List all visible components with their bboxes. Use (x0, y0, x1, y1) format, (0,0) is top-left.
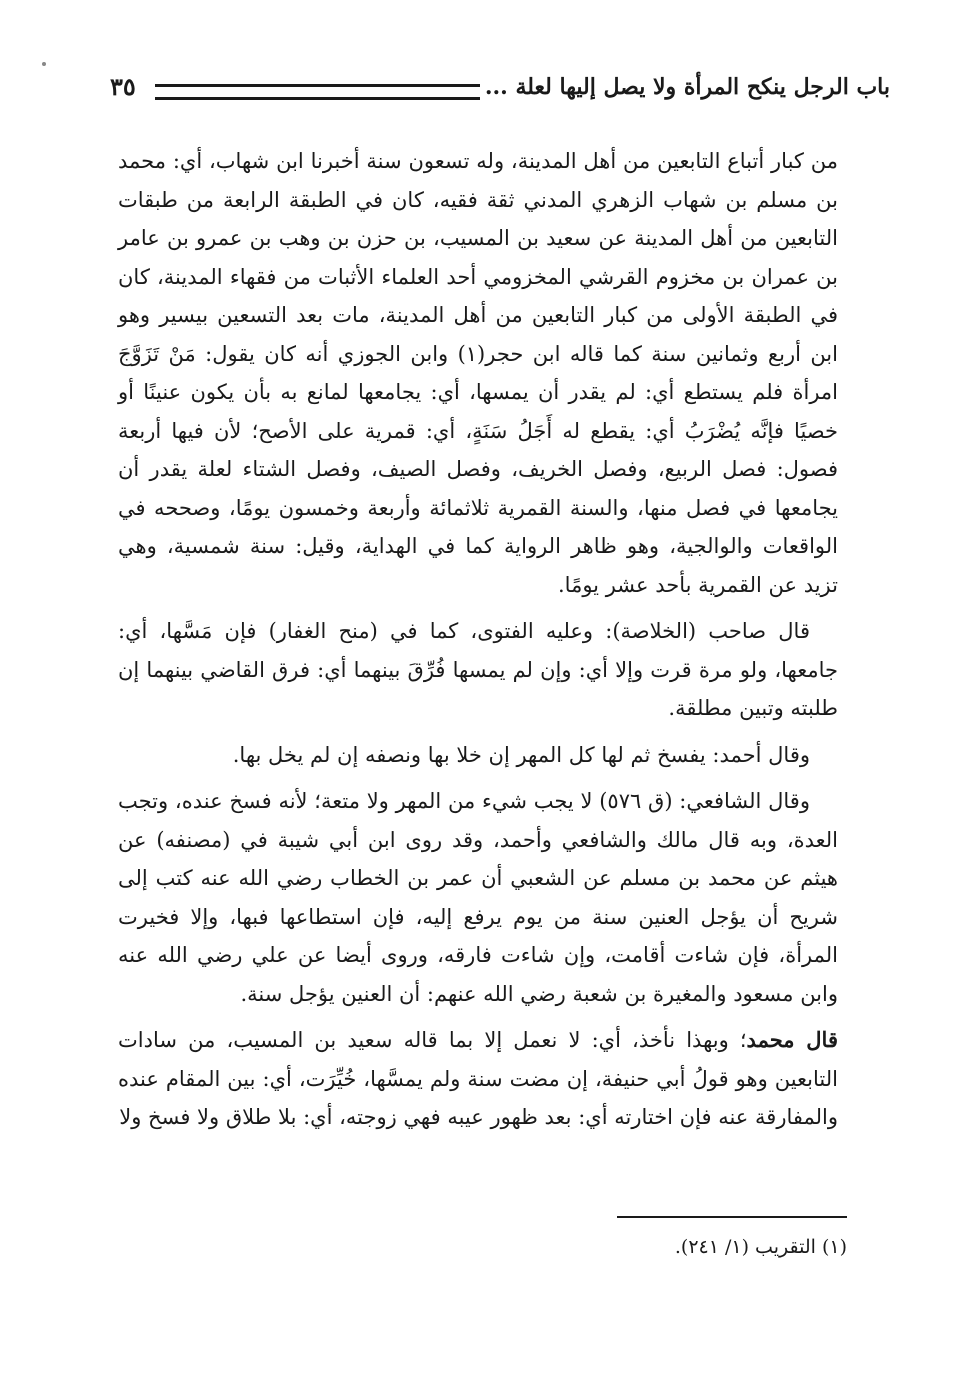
paragraph-4: وقال الشافعي: (ق ٥٧٦) لا يجب شيء من المهر ولا متعة؛ لأنه فسخ عنده، وتجب العدة، وبه قال مالك والشافعي وأحمد، وقد روى ابن أبي شيبة في (مصنفه) عن هيثم عن محمد بن مسلم عن الشعبي أن عمر بن الخطاب رضي الله عنه كتب إلى شريح أن يؤجل العنين سنة من يوم يرفع إليه، فإن استطاعها فبها، وإلا فخيرت المرأة، فإن شاءت أقامت، وإن شاءت فارقه، وروى أيضا عن علي رضي الله عنه وابن مسعود والمغيرة بن شعبة رضي الله عنهم: أن العنين يؤجل سنة. (118, 789, 838, 1006)
main-text (118, 142, 838, 1145)
footnote: (١) التقريب (١/ ٢٤١). (674, 1236, 847, 1258)
header-rule (155, 84, 480, 100)
running-header (110, 70, 890, 110)
paragraph-3: وقال أحمد: يفسخ ثم لها كل المهر إن خلا بها ونصفه إن لم يخل بها. (232, 742, 810, 767)
paragraph-5 (118, 1021, 838, 1137)
paragraph-2: قال صاحب (الخلاصة): وعليه الفتوى، كما في (منح الغفار) فإن مَسَّها، أي: جامعها، ولو مرة قرت وإلا أي: وإن لم يمسها فُرِّقَ بينهما أي: فرق القاضي بينهما إن طلبته وتبين مطلقة. (118, 619, 838, 720)
scan-speck (42, 62, 46, 66)
chapter-title: باب الرجل ينكح المرأة ولا يصل إليها لعلة ... (484, 74, 890, 100)
paragraph-5-lead: قال محمد (746, 1027, 838, 1052)
page-number: ٣٥ (110, 72, 136, 101)
paragraph-5-text: ؛ وبهذا نأخذ، أي: لا نعمل إلا بما قاله سعيد بن المسيب، من سادات التابعين وهو قولُ أبي حنيفة، إن مضت سنة ولم يمسَّها، خُيِّرَت، أي: بين المقام عنده والمفارقة عنه فإن اختارته أي: بعد ظهور عيبه فهي زوجته، أي: بلا طلاق ولا فسخ ولا (118, 1028, 838, 1129)
paragraph-1: من كبار أتباع التابعين من أهل المدينة، وله تسعون سنة أخبرنا ابن شهاب، أي: محمد بن مسلم بن شهاب الزهري المدني ثقة فقيه، كان في الطبقة الرابعة من طبقات التابعين من أهل المدينة عن سعيد بن المسيب، بن حزن بن وهب بن عمرو بن عامر بن عمران بن مخزوم القرشي المخزومي أحد العلماء الأثبات من فقهاء المدينة، كان في الطبقة الأولى من كبار التابعين من أهل المدينة، مات بعد التسعين بيسير وهو ابن أربع وثمانين سنة كما قاله ابن حجر(١) وابن الجوزي أنه كان يقول: مَنْ تَزَوَّجَ امرأة فلم يستطع أي: لم يقدر أن يمسها، أي: يجامعها لمانع به بأن يكون عنينًا أو خصيًا فإنَّه يُضْرَبُ أي: يقطع له أَجَلُ سَنَةٍ، أي: قمرية على الأصح؛ لأن فيها أربعة فصول: فصل الربيع، وفصل الخريف، وفصل الصيف، وفصل الشتاء لعلة يقدر أن يجامعها في فصل منها، والسنة القمرية ثلاثمائة وأربعة وخمسون يومًا، وصححه في الواقعات والوالجية، وهو ظاهر الرواية كما في الهداية، وقيل: سنة شمسية، وهي تزيد عن القمرية بأحد عشر يومًا. (118, 149, 838, 597)
footnote-separator (617, 1216, 847, 1218)
